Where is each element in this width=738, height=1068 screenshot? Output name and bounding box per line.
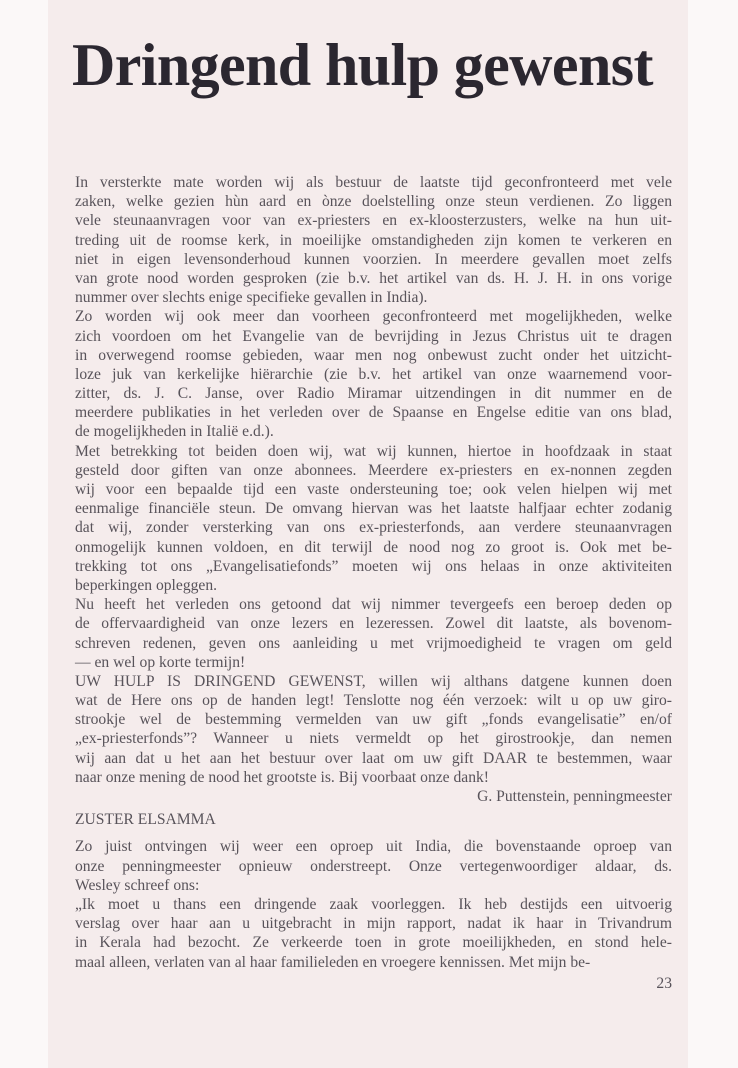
document-page — [48, 0, 688, 1068]
section-paragraphs — [75, 837, 672, 971]
text-line: In versterkte mate worden wij als bestuur de laatste tijd geconfronteerd met vele — [75, 174, 672, 191]
text-line: Zo worden wij ook meer dan voorheen geconfronteerd met mogelijkheden, welke — [75, 308, 672, 326]
text-line: UW HULP IS DRINGEND GEWENST, willen wij althans datgene kunnen doen — [75, 672, 672, 690]
page-number: 23 — [656, 974, 672, 992]
paragraph — [75, 307, 672, 441]
text-line: wat de Here ons op de handen legt! Tenslotte nog één verzoek: wilt u op uw giro- — [75, 692, 672, 710]
text-line: van grote nood worden gesproken (zie b.v. het artikel van ds. H. J. H. in ons vorige — [75, 269, 672, 287]
text-line: de offervaardigheid van onze lezers en lezeressen. Zowel dit laatste, als bovenom- — [75, 615, 672, 633]
section-heading: ZUSTER ELSAMMA — [75, 811, 216, 829]
text-line: verslag over haar aan u uitgebracht in mijn rapport, nadat ik haar in Trivandrum — [75, 915, 672, 933]
text-line: gesteld door giften van onze abonnees. Meerdere ex-priesters en ex-nonnen zegden — [75, 461, 672, 479]
paragraph — [75, 895, 672, 972]
text-line: strookje wel de bestemming vermelden van uw gift „fonds evangelisatie” en/of — [75, 711, 672, 729]
text-line: „ex-priesterfonds”? Wanneer u niets vermeldt op het girostrookje, dan nemen — [75, 730, 672, 748]
text-line: wij aan dat u het aan het bestuur over laat om uw gift DAAR te bestemmen, waar — [75, 749, 672, 767]
text-line: — en wel op korte termijn! — [75, 653, 246, 671]
text-line: loze juk van kerkelijke hiërarchie (zie b.v. het artikel van onze waarnemend voor- — [75, 365, 672, 383]
paragraph — [75, 837, 672, 895]
text-line: in Kerala had bezocht. Ze verkeerde toen in grote moeilijkheden, en stond hele- — [75, 934, 672, 952]
main-paragraphs — [75, 173, 672, 787]
text-line: dat wij, zonder versterking van ons ex-priesterfonds, aan verdere steunaanvragen — [75, 519, 672, 537]
article-body — [75, 173, 672, 993]
text-line: onmogelijk kunnen voldoen, en dit terwijl de nood nog zo groot is. Ook met be- — [75, 538, 672, 556]
paragraph — [75, 672, 672, 787]
text-line: naar onze mening de nood het grootste is. Bij voorbaat onze dank! — [75, 768, 489, 786]
text-line: Met betrekking tot beiden doen wij, wat wij kunnen, hiertoe in hoofdzaak in staat — [75, 442, 672, 460]
text-line: Wesley schreef ons: — [75, 876, 200, 894]
text-line: zich voordoen om het Evangelie van de bevrijding in Jezus Christus uit te dragen — [75, 327, 672, 345]
text-line: treding uit de roomse kerk, in moeilijke omstandigheden zijn komen te verkeren en — [75, 231, 672, 249]
text-line: niet in eigen levensonderhoud kunnen voorzien. In meerdere gevallen moet zelfs — [75, 250, 672, 268]
text-line: zaken, welke gezien hùn aard en ònze doelstelling onze steun verdienen. Zo liggen — [75, 193, 672, 211]
text-line: schreven redenen, geven ons aanleiding u met vrijmoedigheid te vragen om geld — [75, 634, 672, 652]
text-line: meerdere publikaties in het verleden over de Spaanse en Engelse editie van ons blad, — [75, 404, 672, 422]
paragraph — [75, 595, 672, 672]
text-line: trekking tot ons „Evangelisatiefonds” moeten wij ons helaas in onze aktiviteiten — [75, 557, 672, 575]
signature: G. Puttenstein, penningmeester — [477, 788, 672, 805]
text-line: beperkingen opleggen. — [75, 576, 218, 594]
text-line: „Ik moet u thans een dringende zaak voorleggen. Ik heb destijds een uitvoerig — [75, 895, 672, 913]
text-line: wij voor een bepaalde tijd een vaste ondersteuning toe; ook velen hielpen wij met — [75, 481, 672, 498]
text-line: Zo juist ontvingen wij weer een oproep uit India, die bovenstaande oproep van — [75, 838, 672, 856]
text-line: in overwegend roomse gebieden, waar men nog onbewust zucht onder het uitzicht- — [75, 346, 672, 364]
article-title: Dringend hulp gewenst — [72, 32, 653, 98]
paragraph — [75, 442, 672, 596]
text-line: eenmalige financiële steun. De omvang hiervan was het laatste halfjaar echter zodanig — [75, 500, 672, 518]
text-line: onze penningmeester opnieuw onderstreept. Onze vertegenwoordiger aldaar, ds. — [75, 857, 672, 875]
paragraph — [75, 173, 672, 307]
text-line: nummer over slechts enige specifieke gevallen in India). — [75, 289, 428, 307]
text-line: vele steunaanvragen voor van ex-priesters en ex-kloosterzusters, welke na hun uit- — [75, 212, 672, 230]
text-line: de mogelijkheden in Italië e.d.). — [75, 423, 274, 441]
text-line: Nu heeft het verleden ons getoond dat wij nimmer tevergeefs een beroep deden op — [75, 596, 672, 614]
text-line: maal alleen, verlaten van al haar familieleden en vroegere kennissen. Met mijn be- — [75, 953, 591, 971]
text-line: zitter, ds. J. C. Janse, over Radio Miramar uitzendingen in dit nummer en de — [75, 385, 672, 403]
